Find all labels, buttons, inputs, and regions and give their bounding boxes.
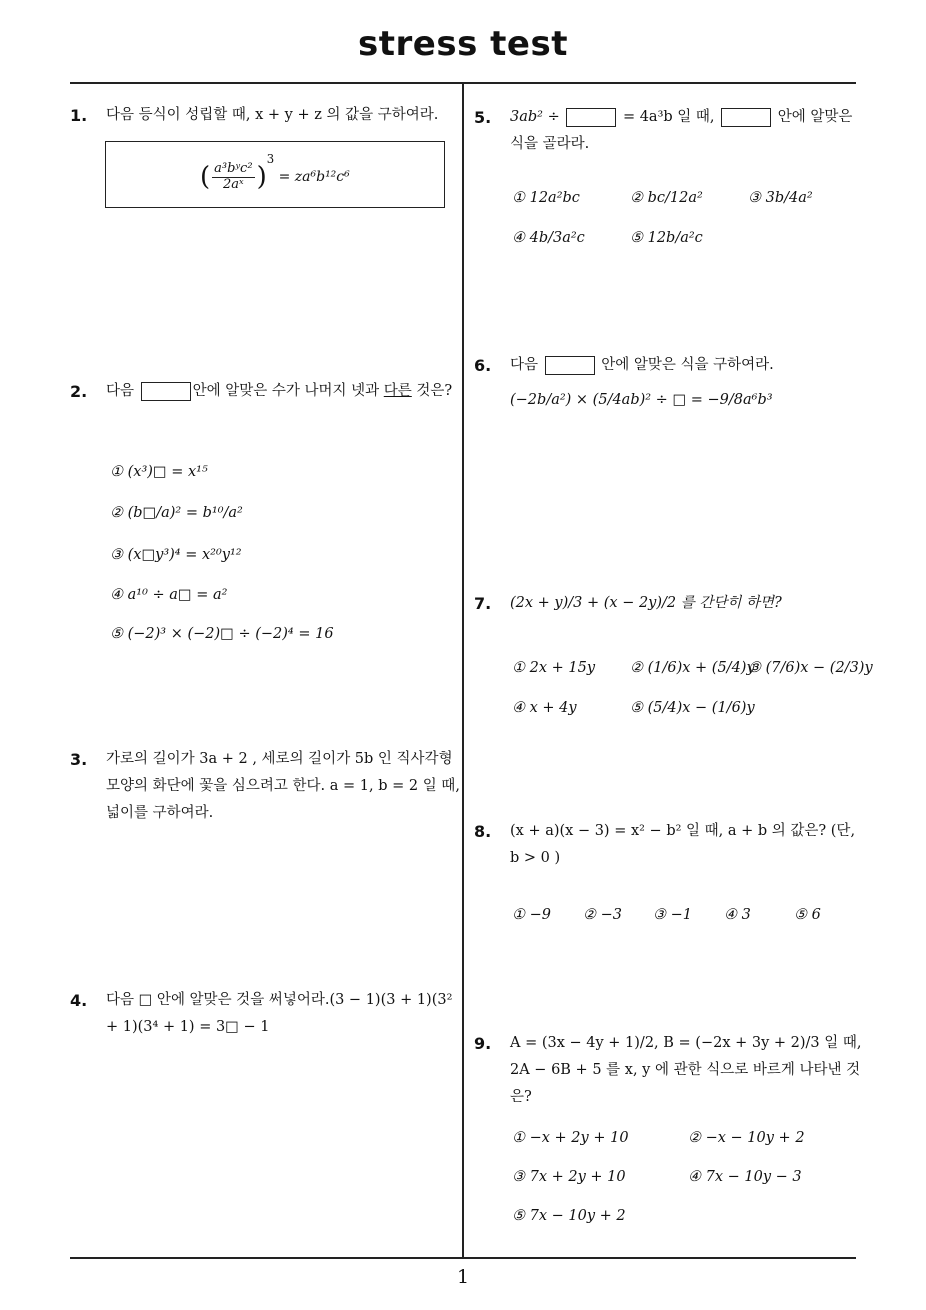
- choice-1[interactable]: ① −x + 2y + 10: [512, 1130, 629, 1146]
- question-number: 3.: [70, 750, 88, 769]
- choice-1[interactable]: ① 12a²bc: [512, 190, 580, 206]
- page-title: stress test: [358, 24, 568, 64]
- question-3: [70, 746, 460, 827]
- choice-5[interactable]: ⑤ (5/4)x − (1/6)y: [630, 700, 755, 716]
- question-text: 다음: [510, 357, 539, 373]
- question-text: 가로의 길이가 3a + 2 , 세로의 길이가 5b 인 직사각형 모양의 화단에 꽃을 심으려고 한다. a = 1, b = 2 일 때, 넓이를 구하여라.: [106, 751, 460, 821]
- question-text: A = (3x − 4y + 1)/2, B = (−2x + 3y + 2)/3 일 때, 2A − 6B + 5 를 x, y 에 관한 식으로 바르게 나타낸 것은?: [510, 1035, 862, 1105]
- choice-2[interactable]: ② −3: [583, 907, 622, 923]
- question-9: [474, 1030, 864, 1111]
- question-text: 안에 알맞은 식을 구하여라.: [601, 357, 774, 373]
- answer-box: [545, 356, 595, 375]
- question-1: [70, 102, 455, 129]
- page-number: 1: [456, 1266, 470, 1288]
- question-number: 9.: [474, 1034, 492, 1053]
- question-text: 다음: [106, 383, 135, 399]
- choice-3[interactable]: ③ 7x + 2y + 10: [512, 1169, 626, 1185]
- question-text: (2x + y)/3 + (x − 2y)/2 를 간단히 하면?: [510, 595, 782, 611]
- question-number: 8.: [474, 822, 492, 841]
- choice-4[interactable]: ④ 7x − 10y − 3: [688, 1169, 802, 1185]
- formula-box: [105, 141, 445, 208]
- choice-5[interactable]: ⑤ (−2)³ × (−2)□ ÷ (−2)⁴ = 16: [110, 626, 334, 642]
- question-text: 3ab² ÷: [510, 109, 560, 125]
- question-text: = 4a³b 일 때,: [622, 109, 715, 125]
- choice-1[interactable]: ① −9: [512, 907, 551, 923]
- question-text: 것은?: [416, 383, 453, 399]
- formula: ( $\frac{\text{a³bʸc²}}{\text{2aˣ}}$ )$^3$ = za⁶b¹²c⁶: [200, 152, 350, 192]
- answer-box: [141, 382, 191, 401]
- question-2: [70, 378, 455, 405]
- choice-1[interactable]: ① (x³)□ = x¹⁵: [110, 464, 208, 480]
- question-number: 5.: [474, 108, 492, 127]
- question-4: [70, 987, 460, 1041]
- choice-5[interactable]: ⑤ 12b/a²c: [630, 230, 703, 246]
- choice-3[interactable]: ③ 3b/4a²: [748, 190, 813, 206]
- question-text: 안에 알맞은 식을 골라라.: [510, 109, 853, 152]
- choice-5[interactable]: ⑤ 6: [794, 907, 821, 923]
- choice-2[interactable]: ② (1/6)x + (5/4)y: [630, 660, 755, 676]
- choice-4[interactable]: ④ a¹⁰ ÷ a□ = a²: [110, 587, 228, 603]
- question-6: [474, 352, 859, 379]
- choice-2[interactable]: ② bc/12a²: [630, 190, 703, 206]
- choice-3[interactable]: ③ (7/6)x − (2/3)y: [748, 660, 873, 676]
- choice-2[interactable]: ② (b□/a)² = b¹⁰/a²: [110, 505, 243, 521]
- choice-5[interactable]: ⑤ 7x − 10y + 2: [512, 1208, 626, 1224]
- question-7: [474, 590, 859, 617]
- question-text: (x + a)(x − 3) = x² − b² 일 때, a + b 의 값은? (단, b > 0 ): [510, 823, 856, 866]
- answer-box: [566, 108, 616, 127]
- choice-2[interactable]: ② −x − 10y + 2: [688, 1130, 805, 1146]
- column-divider: [462, 83, 464, 1258]
- choice-3[interactable]: ③ −1: [653, 907, 692, 923]
- underlined-word: 다른: [383, 383, 412, 399]
- question-text: 안에 알맞은 수가 나머지 넷과: [192, 383, 380, 399]
- question-number: 2.: [70, 382, 88, 401]
- question-number: 6.: [474, 356, 492, 375]
- question-8: [474, 818, 864, 872]
- question-text: 다음 등식이 성립할 때, x + y + z 의 값을 구하여라.: [106, 107, 439, 123]
- question-number: 4.: [70, 991, 88, 1010]
- choice-4[interactable]: ④ 4b/3a²c: [512, 230, 585, 246]
- choice-3[interactable]: ③ (x□y³)⁴ = x²⁰y¹²: [110, 547, 242, 563]
- question-number: 1.: [70, 106, 88, 125]
- question-text: 다음 □ 안에 알맞은 것을 써넣어라.(3 − 1)(3 + 1)(3² + 1)(3⁴ + 1) = 3□ − 1: [106, 992, 453, 1035]
- bottom-rule: [70, 1257, 856, 1259]
- choice-4[interactable]: ④ x + 4y: [512, 700, 577, 716]
- choice-4[interactable]: ④ 3: [724, 907, 751, 923]
- question-5: [474, 104, 859, 158]
- answer-box: [721, 108, 771, 127]
- formula: (−2b/a²) × (5/4ab)² ÷ □ = −9/8a⁶b³: [510, 392, 773, 408]
- choice-1[interactable]: ① 2x + 15y: [512, 660, 596, 676]
- question-number: 7.: [474, 594, 492, 613]
